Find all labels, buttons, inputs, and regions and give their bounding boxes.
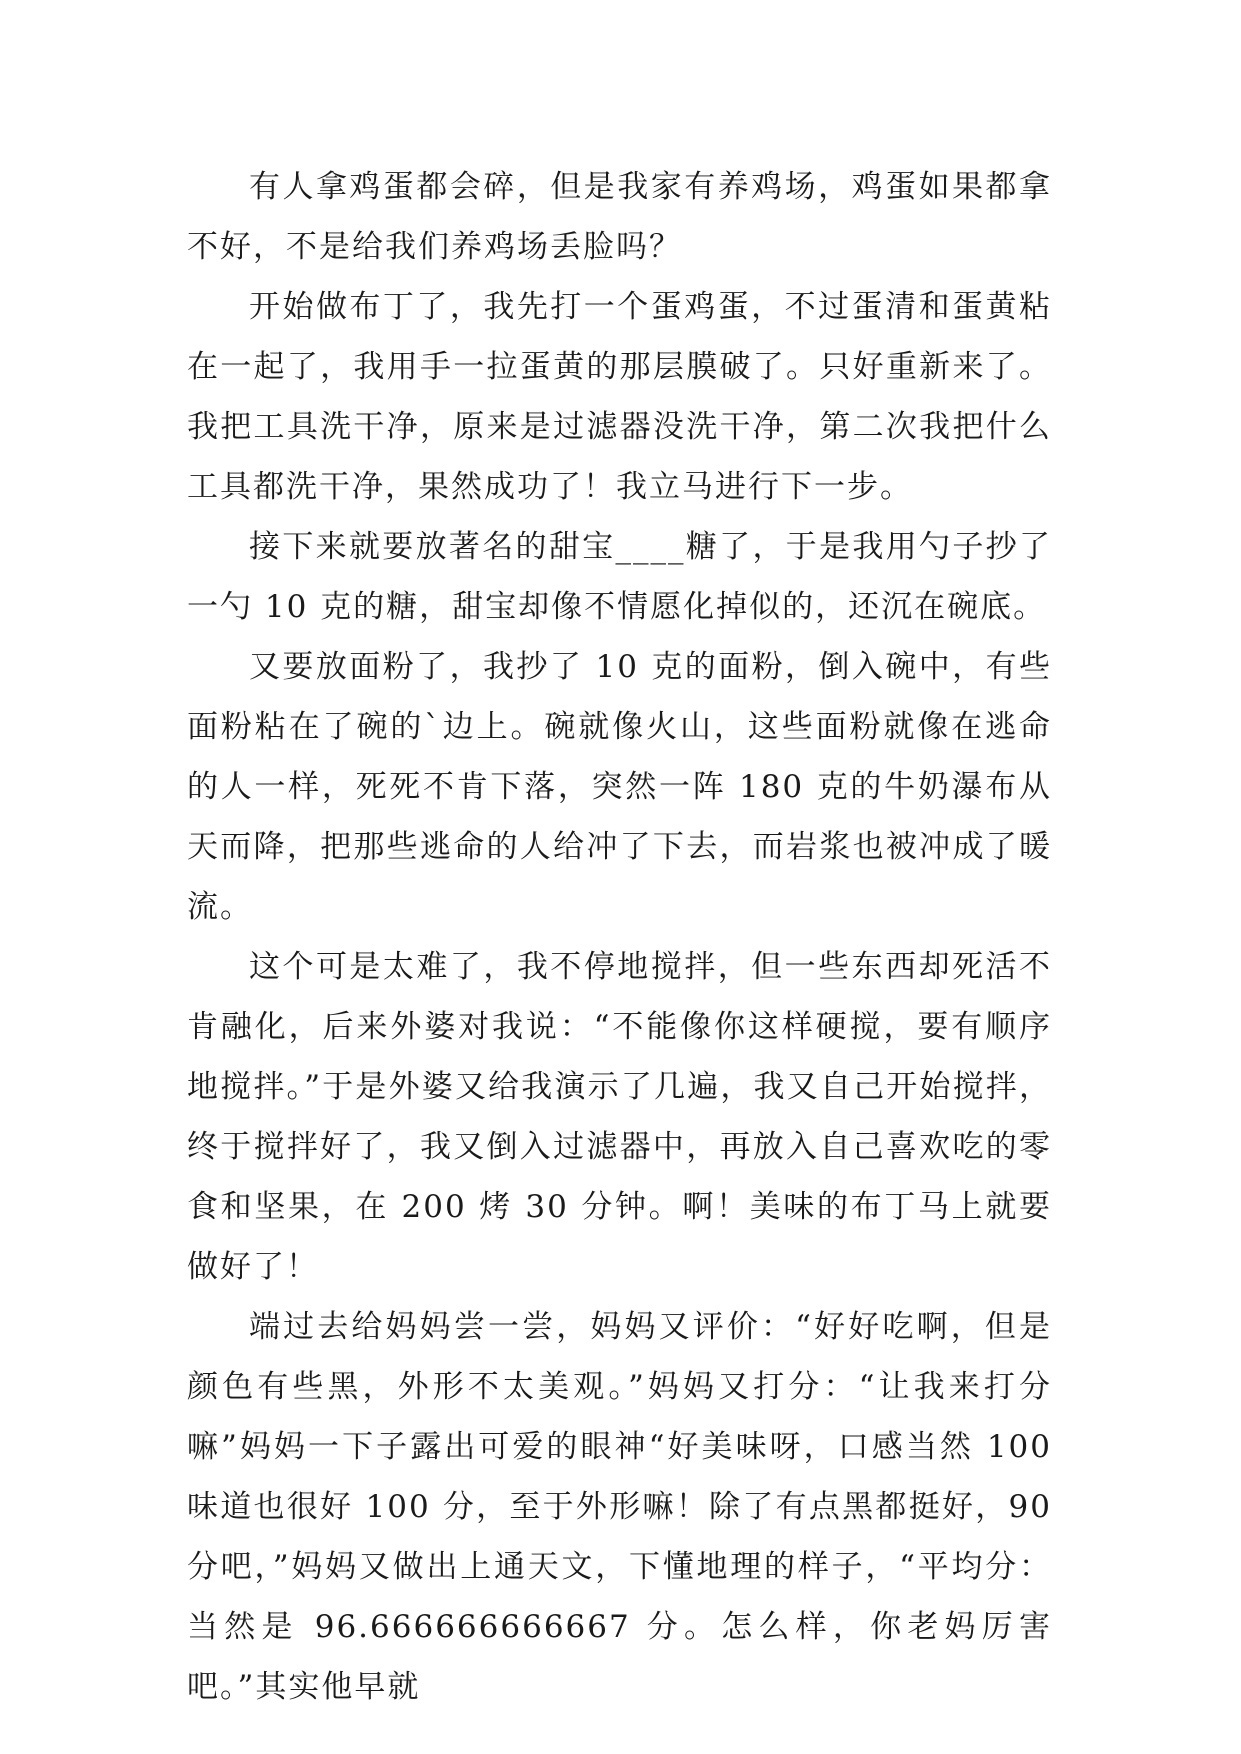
document-body [187, 157, 1052, 1717]
paragraph-1: 有人拿鸡蛋都会碎，但是我家有养鸡场，鸡蛋如果都拿不好，不是给我们养鸡场丢脸吗？ [187, 169, 1052, 265]
paragraph-2: 开始做布丁了，我先打一个蛋鸡蛋，不过蛋清和蛋黄粘在一起了，我用手一拉蛋黄的那层膜破了。只好重新来了。我把工具洗干净，原来是过滤器没洗干净，第二次我把什么工具都洗干净，果然成功了！我立马进行下一步。 [187, 289, 1052, 505]
paragraph-5: 这个可是太难了，我不停地搅拌，但一些东西却死活不肯融化，后来外婆对我说：“不能像你这样硬搅，要有顺序地搅拌。”于是外婆又给我演示了几遍，我又自己开始搅拌，终于搅拌好了，我又倒入过滤器中，再放入自己喜欢吃的零食和坚果，在 200 烤 30 分钟。啊！美味的布丁马上就要做好了！ [187, 949, 1052, 1285]
paragraph-4: 又要放面粉了，我抄了 10 克的面粉，倒入碗中，有些面粉粘在了碗的`边上。碗就像火山，这些面粉就像在逃命的人一样，死死不肯下落，突然一阵 180 克的牛奶瀑布从天而降，把那些逃命的人给冲了下去，而岩浆也被冲成了暖流。 [187, 649, 1052, 925]
paragraph-6: 端过去给妈妈尝一尝，妈妈又评价：“好好吃啊，但是颜色有些黑，外形不太美观。”妈妈又打分：“让我来打分嘛”妈妈一下子露出可爱的眼神“好美味呀，口感当然 100 味道也很好 100 分，至于外形嘛！除了有点黑都挺好，90 分吧，”妈妈又做出上通天文，下懂地理的样子，“平均分：当然是 96.666666666667 分。怎么样，你老妈厉害吧。”其实他早就 [187, 1309, 1052, 1705]
paragraph-3: 接下来就要放著名的甜宝____糖了，于是我用勺子抄了一勺 10 克的糖，甜宝却像不情愿化掉似的，还沉在碗底。 [187, 529, 1052, 625]
